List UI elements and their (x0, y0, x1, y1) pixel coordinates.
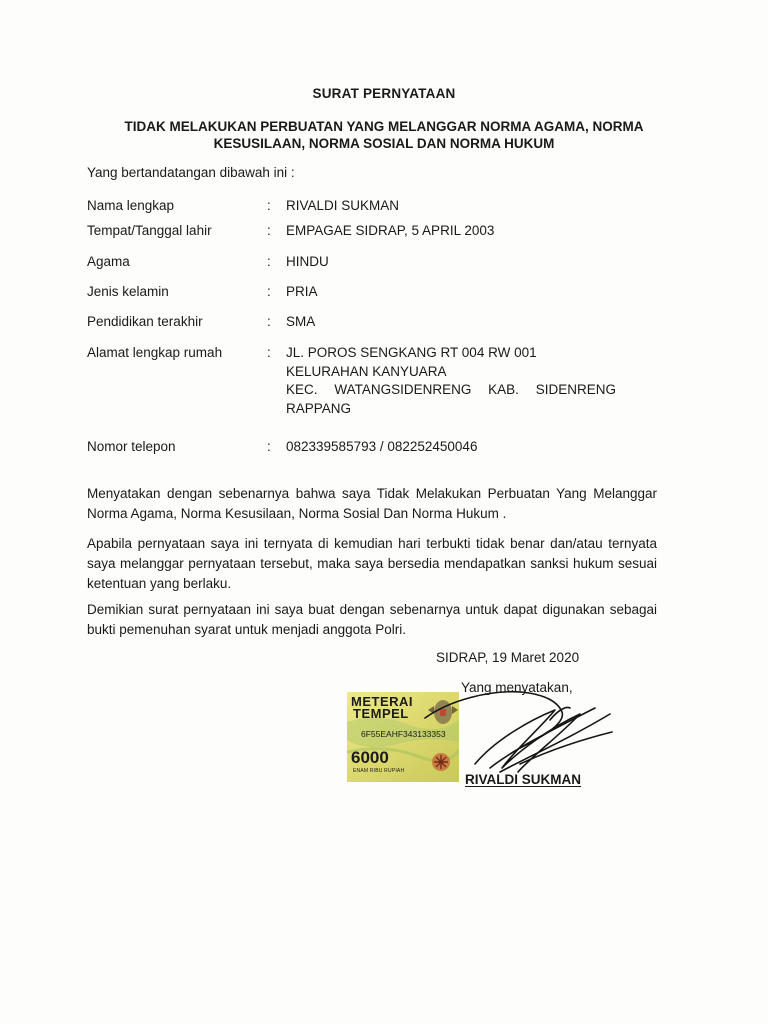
field-value: RIVALDI SUKMAN (286, 198, 400, 213)
field-value-address (286, 344, 616, 418)
stamp-text-meterai: METERAI (351, 694, 413, 709)
field-colon: : (267, 284, 271, 299)
address-line-1: JL. POROS SENGKANG RT 004 RW 001 (286, 345, 537, 360)
field-colon: : (267, 439, 271, 454)
field-colon: : (267, 254, 271, 269)
document-subtitle (60, 118, 708, 152)
intro-text: Yang bertandatangan dibawah ini : (87, 165, 295, 180)
stamp-amount: 6000 (351, 748, 389, 767)
field-colon: : (267, 223, 271, 238)
address-line-2: KELURAHAN KANYUARA (286, 363, 447, 379)
place-date: SIDRAP, 19 Maret 2020 (436, 650, 580, 665)
document-title: SURAT PERNYATAAN (312, 86, 456, 101)
signer-name: RIVALDI SUKMAN (465, 772, 581, 787)
field-label: Pendidikan terakhir (87, 314, 203, 329)
field-label: Nomor telepon (87, 439, 176, 454)
stamp-amount-text: ENAM RIBU RUPIAH (353, 768, 405, 774)
field-colon: : (267, 198, 271, 213)
stamp-serial: 6F55EAHF343133353 (361, 729, 446, 739)
field-label: Nama lengkap (87, 198, 175, 213)
field-label: Jenis kelamin (87, 284, 169, 299)
field-value: SMA (286, 314, 316, 329)
field-label: Tempat/Tanggal lahir (87, 223, 212, 238)
subtitle-line-1: TIDAK MELAKUKAN PERBUATAN YANG MELANGGAR NORMA AGAMA, NORMA (124, 119, 644, 134)
field-colon: : (267, 314, 271, 329)
field-value: HINDU (286, 254, 329, 269)
subtitle-line-2: KESUSILAAN, NORMA SOSIAL DAN NORMA HUKUM (213, 136, 555, 151)
field-value: 082339585793 / 082252450046 (286, 439, 478, 454)
stamp-text-tempel: TEMPEL (353, 706, 409, 721)
statement-paragraph: Menyatakan dengan sebenarnya bahwa saya Tidak Melakukan Perbuatan Yang Melanggar Norma Agama, Norma Kesusilaan, Norma Sosial Dan Norma Hukum . (87, 486, 657, 521)
address-line-3: KEC. WATANGSIDENRENG KAB. SIDENRENG (286, 382, 616, 397)
handwritten-signature (420, 680, 620, 780)
field-label: Agama (87, 254, 130, 269)
closing-paragraph: Demikian surat pernyataan ini saya buat dengan sebenarnya untuk dapat digunakan sebagai bukti pemenuhan syarat untuk menjadi anggota Polri. (87, 602, 657, 637)
field-value: EMPAGAE SIDRAP, 5 APRIL 2003 (286, 223, 495, 238)
sanction-paragraph: Apabila pernyataan saya ini ternyata di kemudian hari terbukti tidak benar dan/atau ternyata saya melanggar pernyataan tersebut, maka saya bersedia mendapatkan sanksi hukum sesuai ketentuan yang berlaku. (87, 536, 657, 591)
field-value: PRIA (286, 284, 318, 299)
field-label: Alamat lengkap rumah (87, 345, 223, 360)
address-line-4: RAPPANG (286, 400, 352, 416)
field-colon: : (267, 345, 271, 360)
closing-phrase: Yang menyatakan, (461, 680, 573, 695)
